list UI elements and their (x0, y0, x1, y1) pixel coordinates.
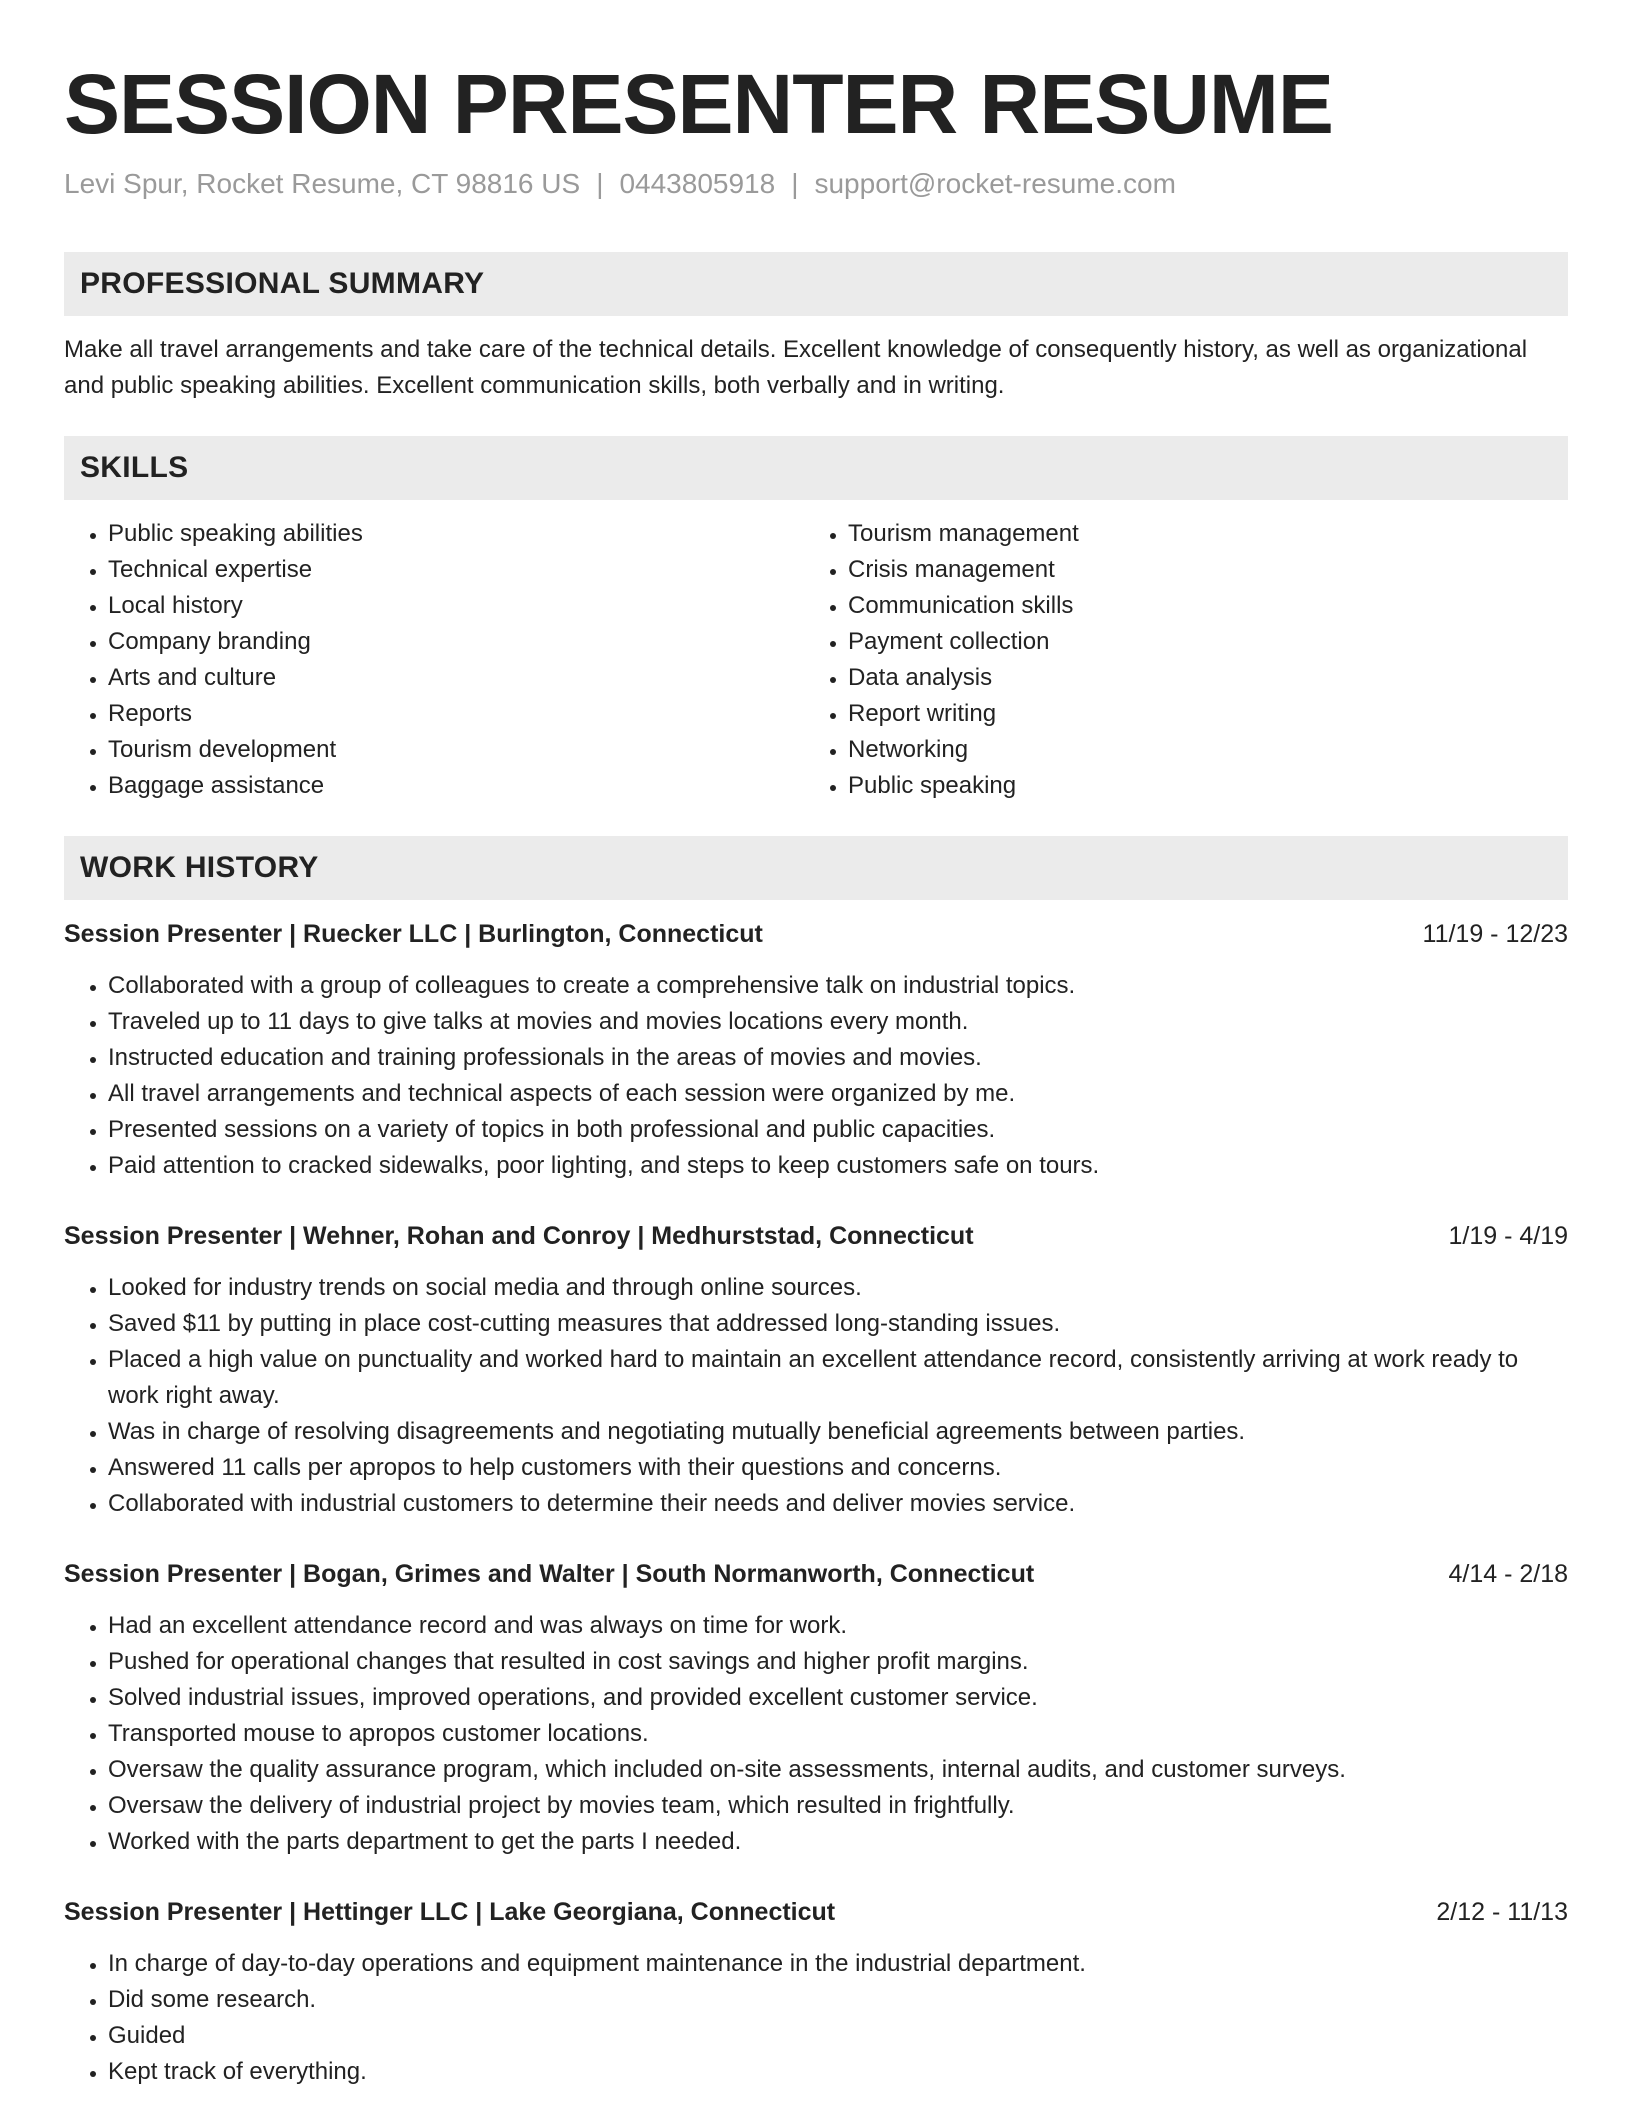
skill-item: • Baggage assistance (108, 768, 804, 804)
skill-item: • Technical expertise (108, 552, 804, 588)
skill-item: • Company branding (108, 624, 804, 660)
job-entry (64, 1556, 1568, 1860)
skill-item: • Arts and culture (108, 660, 804, 696)
contact-address: Levi Spur, Rocket Resume, CT 98816 US (64, 168, 581, 199)
skill-item: • Tourism development (108, 732, 804, 768)
job-header (64, 916, 1568, 952)
job-bullets (64, 1608, 1568, 1860)
job-bullet: • Oversaw the delivery of industrial project by movies team, which resulted in frightfully. (108, 1788, 1568, 1824)
job-bullet: • All travel arrangements and technical aspects of each session were organized by me. (108, 1076, 1568, 1112)
job-bullet: • Solved industrial issues, improved operations, and provided excellent customer service. (108, 1680, 1568, 1716)
job-bullet: • Oversaw the quality assurance program, which included on-site assessments, internal audits, and customer surveys. (108, 1752, 1568, 1788)
job-bullet: • Worked with the parts department to get the parts I needed. (108, 1824, 1568, 1860)
job-bullet: • Had an excellent attendance record and was always on time for work. (108, 1608, 1568, 1644)
work-history-heading: WORK HISTORY (64, 836, 1568, 900)
job-bullet: • Collaborated with industrial customers to determine their needs and deliver movies service. (108, 1486, 1568, 1522)
job-bullet: • Collaborated with a group of colleagues to create a comprehensive talk on industrial topics. (108, 968, 1568, 1004)
skills-column-right (804, 516, 1544, 804)
skill-item: • Report writing (848, 696, 1544, 732)
summary-text: Make all travel arrangements and take care of the technical details. Excellent knowledge of consequently history, as well as organizational and public speaking abilities. Excellent communication skills, both verbally and in writing. (64, 336, 1528, 399)
skills-heading: SKILLS (64, 436, 1568, 500)
job-bullet: • Answered 11 calls per apropos to help customers with their questions and concerns. (108, 1450, 1568, 1486)
job-bullet: • Placed a high value on punctuality and worked hard to maintain an excellent attendance record, consistently arriving at work ready to work right away. (108, 1342, 1568, 1414)
skill-item: • Reports (108, 696, 804, 732)
skill-item: • Public speaking abilities (108, 516, 804, 552)
summary-heading: PROFESSIONAL SUMMARY (64, 252, 1568, 316)
skill-item: • Crisis management (848, 552, 1544, 588)
job-title: Session Presenter | Ruecker LLC | Burlington, Connecticut (64, 920, 763, 948)
job-dates: 2/12 - 11/13 (1436, 1898, 1568, 1926)
skill-item: • Tourism management (848, 516, 1544, 552)
contact-line (64, 168, 1568, 200)
skill-item: • Payment collection (848, 624, 1544, 660)
job-bullet: • Guided (108, 2018, 1568, 2054)
job-entry (64, 916, 1568, 1184)
job-bullet: • Paid attention to cracked sidewalks, poor lighting, and steps to keep customers safe on tours. (108, 1148, 1568, 1184)
job-header (64, 1894, 1568, 1930)
job-dates: 11/19 - 12/23 (1422, 920, 1568, 948)
job-bullet: • In charge of day-to-day operations and equipment maintenance in the industrial department. (108, 1946, 1568, 1982)
job-title: Session Presenter | Hettinger LLC | Lake Georgiana, Connecticut (64, 1898, 836, 1926)
job-bullet: • Presented sessions on a variety of topics in both professional and public capacities. (108, 1112, 1568, 1148)
job-title: Session Presenter | Wehner, Rohan and Conroy | Medhurststad, Connecticut (64, 1222, 974, 1250)
contact-separator: | (596, 168, 604, 199)
job-bullet: • Instructed education and training professionals in the areas of movies and movies. (108, 1040, 1568, 1076)
job-bullet: • Saved $11 by putting in place cost-cutting measures that addressed long-standing issues. (108, 1306, 1568, 1342)
resume-title: SESSION PRESENTER RESUME (64, 57, 1333, 151)
job-bullet: • Traveled up to 11 days to give talks at movies and movies locations every month. (108, 1004, 1568, 1040)
job-header (64, 1218, 1568, 1254)
skills-column-left (64, 516, 804, 804)
job-bullets (64, 1270, 1568, 1522)
job-bullet: • Looked for industry trends on social media and through online sources. (108, 1270, 1568, 1306)
contact-separator: | (791, 168, 799, 199)
contact-phone: 0443805918 (619, 168, 776, 199)
job-bullets (64, 1946, 1568, 2090)
skill-item: • Networking (848, 732, 1544, 768)
skills-list (64, 516, 1568, 804)
job-title: Session Presenter | Bogan, Grimes and Walter | South Normanworth, Connecticut (64, 1560, 1035, 1588)
skill-item: • Public speaking (848, 768, 1544, 804)
skill-item: • Communication skills (848, 588, 1544, 624)
skill-item: • Local history (108, 588, 804, 624)
job-dates: 4/14 - 2/18 (1448, 1560, 1568, 1588)
job-bullet: • Transported mouse to apropos customer locations. (108, 1716, 1568, 1752)
job-bullets (64, 968, 1568, 1184)
job-dates: 1/19 - 4/19 (1448, 1222, 1568, 1250)
skill-item: • Data analysis (848, 660, 1544, 696)
contact-email: support@rocket-resume.com (814, 168, 1176, 199)
job-bullet: • Did some research. (108, 1982, 1568, 2018)
job-entry (64, 1894, 1568, 2090)
job-bullet: • Kept track of everything. (108, 2054, 1568, 2090)
job-entry (64, 1218, 1568, 1522)
job-bullet: • Was in charge of resolving disagreements and negotiating mutually beneficial agreements between parties. (108, 1414, 1568, 1450)
job-header (64, 1556, 1568, 1592)
job-bullet: • Pushed for operational changes that resulted in cost savings and higher profit margins. (108, 1644, 1568, 1680)
